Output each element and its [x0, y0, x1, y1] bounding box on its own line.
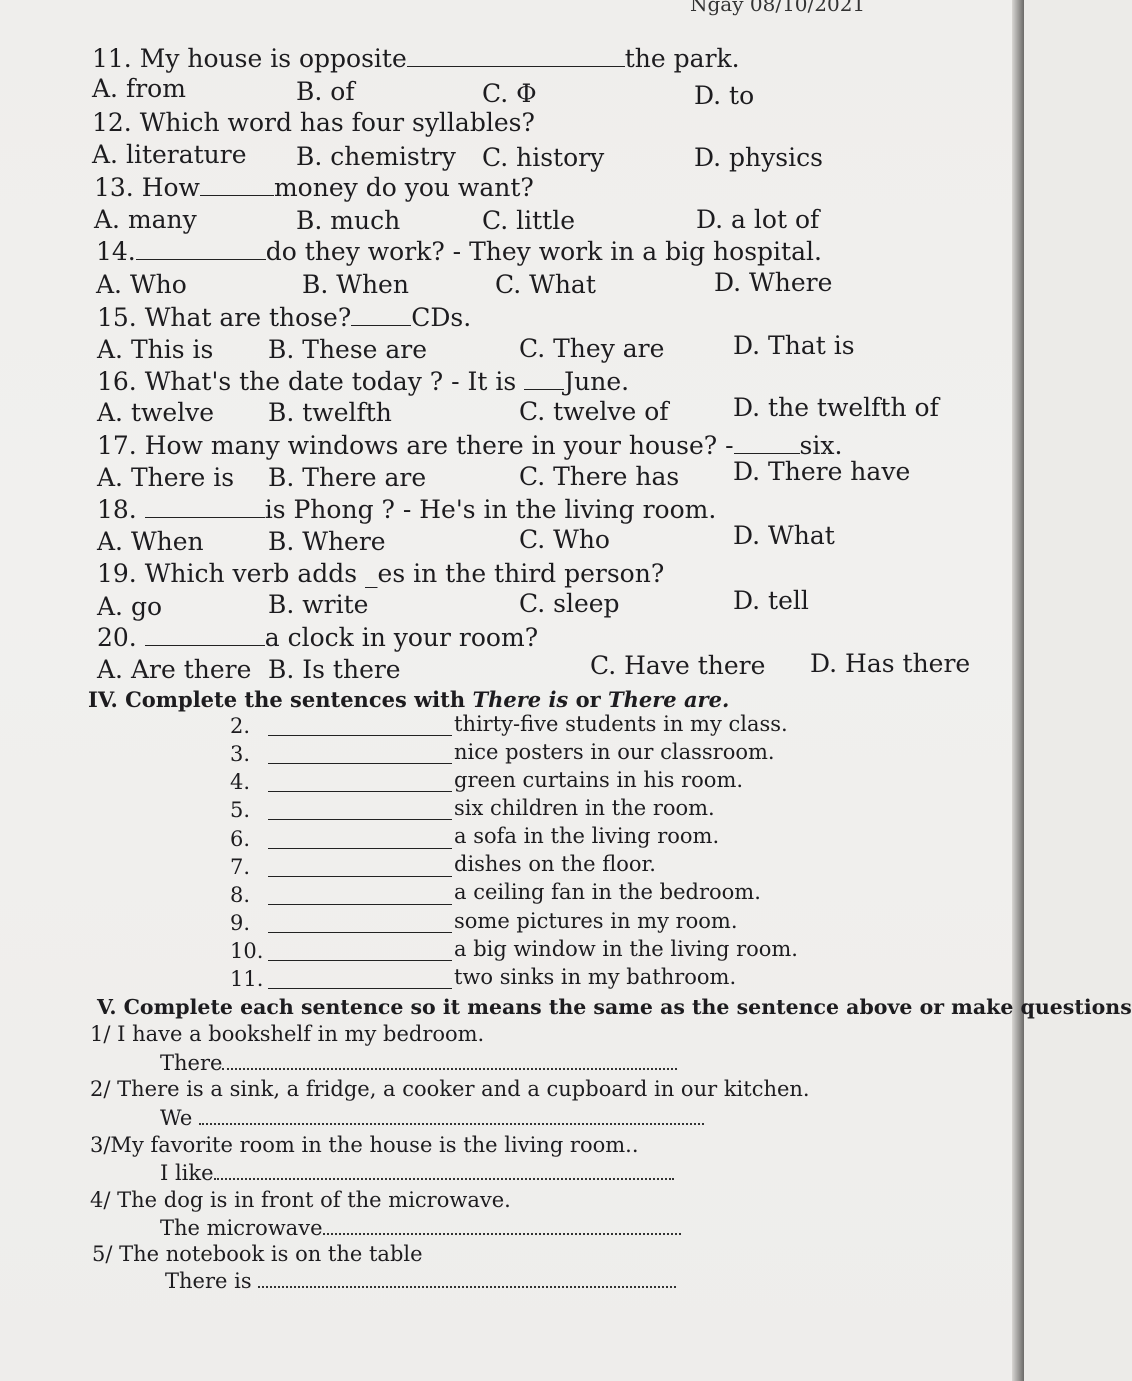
question-11 — [92, 44, 740, 74]
q15-blank[interactable] — [351, 305, 411, 326]
s4-item-5-text: six children in the room. — [454, 796, 715, 820]
s4-item-11-text: two sinks in my bathroom. — [454, 965, 737, 989]
page-edge-shadow — [1012, 0, 1024, 1381]
s4-item-7-text: dishes on the floor. — [454, 852, 656, 876]
q20-blank[interactable] — [145, 625, 265, 646]
section-4-there-are: There are. — [607, 687, 730, 712]
q20-option-d[interactable]: D. Has there — [810, 649, 971, 678]
s5-item-3-dots[interactable] — [214, 1160, 674, 1180]
q11-blank[interactable] — [407, 46, 625, 67]
question-15 — [97, 303, 471, 333]
q11-option-b[interactable]: B. of — [296, 77, 355, 106]
q14-option-d[interactable]: D. Where — [714, 268, 833, 297]
s4-item-8-text: a ceiling fan in the bedroom. — [454, 880, 761, 904]
q16-text-b: June. — [564, 367, 630, 396]
question-12: 12. Which word has four syllables? — [92, 108, 535, 137]
s5-item-1-sentence: 1/ I have a bookshelf in my bedroom. — [90, 1022, 485, 1046]
q20-option-c[interactable]: C. Have there — [590, 651, 766, 680]
q19-option-d[interactable]: D. tell — [733, 586, 809, 615]
q11-text-a: My house is opposite — [139, 44, 407, 73]
s5-item-1-answer-line[interactable] — [160, 1050, 677, 1076]
s4-item-5-blank[interactable] — [268, 819, 452, 820]
s5-item-3-prompt: I like — [160, 1161, 214, 1185]
q15-option-b[interactable]: B. These are — [268, 335, 428, 364]
q15-text-a: 15. What are those? — [97, 303, 352, 332]
q17-text-b: six. — [799, 431, 843, 460]
s4-item-10-blank[interactable] — [268, 960, 452, 961]
s5-item-4-dots[interactable] — [323, 1215, 681, 1235]
s4-item-9-number: 9. — [230, 911, 251, 935]
q12-option-b[interactable]: B. chemistry — [296, 142, 456, 171]
s4-item-6-number: 6. — [230, 827, 251, 851]
s4-item-8-blank[interactable] — [268, 904, 452, 905]
q20-option-a[interactable]: A. Are there — [97, 655, 252, 684]
q14-option-a[interactable]: A. Who — [96, 270, 187, 299]
q16-option-d[interactable]: D. the twelfth of — [733, 393, 939, 422]
q11-number: 11. — [92, 44, 132, 73]
q17-option-d[interactable]: D. There have — [733, 457, 911, 486]
section-4-there-is: There is — [472, 687, 569, 712]
q12-option-d[interactable]: D. physics — [694, 143, 823, 172]
s5-item-5-dots[interactable] — [258, 1268, 676, 1288]
question-17 — [97, 431, 842, 461]
question-19: 19. Which verb adds _es in the third person? — [97, 559, 665, 588]
q15-text-b: CDs. — [411, 303, 472, 332]
s4-item-8-number: 8. — [230, 883, 251, 907]
q20-text: a clock in your room? — [264, 623, 539, 652]
s4-item-4-text: green curtains in his room. — [454, 768, 744, 792]
question-20 — [97, 623, 538, 653]
s5-item-4-prompt: The microwave — [160, 1216, 323, 1240]
section-4-heading-text: IV. Complete the sentences with — [88, 687, 466, 712]
s5-item-5-prompt: There is — [165, 1269, 252, 1293]
s5-item-4-sentence: 4/ The dog is in front of the microwave. — [90, 1188, 511, 1212]
q14-option-b[interactable]: B. When — [302, 270, 409, 299]
q11-option-a[interactable]: A. from — [92, 74, 186, 103]
q14-number: 14. — [96, 237, 136, 266]
s4-item-2-blank[interactable] — [268, 735, 452, 736]
question-13 — [94, 173, 534, 203]
q13-blank[interactable] — [200, 175, 274, 196]
s4-item-3-blank[interactable] — [268, 763, 452, 764]
q13-option-a[interactable]: A. many — [94, 205, 197, 234]
s5-item-3-answer-line[interactable] — [160, 1160, 674, 1186]
s4-item-4-number: 4. — [230, 770, 251, 794]
s4-item-11-number: 11. — [230, 967, 264, 991]
s4-item-9-text: some pictures in my room. — [454, 909, 738, 933]
s5-item-1-prompt: There — [160, 1051, 223, 1075]
s4-item-6-blank[interactable] — [268, 848, 452, 849]
q14-option-c[interactable]: C. What — [495, 270, 596, 299]
q18-blank[interactable] — [145, 497, 265, 518]
s4-item-6-text: a sofa in the living room. — [454, 824, 720, 848]
q18-option-a[interactable]: A. When — [97, 527, 204, 556]
q16-option-c[interactable]: C. twelve of — [519, 397, 669, 426]
s5-item-2-dots[interactable] — [199, 1105, 704, 1125]
section-5-heading: V. Complete each sentence so it means the same as the sentence above or make questions — [97, 995, 1132, 1019]
q13-text-a: 13. How — [94, 173, 200, 202]
s5-item-2-answer-line[interactable] — [160, 1105, 704, 1131]
q17-blank[interactable] — [734, 433, 800, 454]
s4-item-5-number: 5. — [230, 798, 251, 822]
q18-number: 18. — [97, 495, 137, 524]
q16-text-a: 16. What's the date today ? - It is — [97, 367, 517, 396]
s4-item-11-blank[interactable] — [268, 988, 452, 989]
s4-item-10-number: 10. — [230, 939, 264, 963]
q17-text-a: 17. How many windows are there in your house? - — [97, 431, 734, 460]
q12-option-c[interactable]: C. history — [482, 143, 605, 172]
section-4-or: or — [575, 687, 601, 712]
q17-option-b[interactable]: B. There are — [268, 463, 427, 492]
s5-item-5-sentence: 5/ The notebook is on the table — [92, 1242, 423, 1266]
q16-option-a[interactable]: A. twelve — [97, 398, 215, 427]
q18-option-b[interactable]: B. Where — [268, 527, 386, 556]
q15-option-d[interactable]: D. That is — [733, 331, 855, 360]
s5-item-2-prompt: We — [160, 1106, 193, 1130]
s5-item-2-sentence: 2/ There is a sink, a fridge, a cooker and a cupboard in our kitchen. — [90, 1077, 810, 1101]
q20-option-b[interactable]: B. Is there — [268, 655, 401, 684]
s4-item-10-text: a big window in the living room. — [454, 937, 798, 961]
q18-text: is Phong ? - He's in the living room. — [264, 495, 717, 524]
q11-text-b: the park. — [624, 44, 740, 73]
q19-option-a[interactable]: A. go — [97, 592, 163, 621]
s4-item-9-blank[interactable] — [268, 932, 452, 933]
s5-item-5-answer-line[interactable] — [165, 1268, 676, 1294]
q11-option-c[interactable]: C. Φ — [482, 79, 537, 108]
q13-option-b[interactable]: B. much — [296, 206, 401, 235]
s5-item-3-sentence: 3/My favorite room in the house is the living room.. — [90, 1133, 639, 1157]
s4-item-3-text: nice posters in our classroom. — [454, 740, 775, 764]
q12-option-a[interactable]: A. literature — [92, 140, 247, 169]
q20-number: 20. — [97, 623, 137, 652]
q17-option-a[interactable]: A. There is — [97, 463, 235, 492]
q11-option-d[interactable]: D. to — [694, 81, 755, 110]
question-16 — [97, 367, 629, 397]
s4-item-4-blank[interactable] — [268, 791, 452, 792]
question-18 — [97, 495, 716, 525]
q13-option-d[interactable]: D. a lot of — [696, 205, 820, 234]
date-header-fragment — [690, 0, 1024, 8]
s5-item-1-dots[interactable] — [222, 1050, 677, 1070]
q17-option-c[interactable]: C. There has — [519, 462, 680, 491]
q16-option-b[interactable]: B. twelfth — [268, 398, 392, 427]
q19-option-c[interactable]: C. sleep — [519, 589, 620, 618]
q14-text: do they work? - They work in a big hospital. — [265, 237, 822, 266]
q13-text-b: money do you want? — [273, 173, 534, 202]
q13-option-c[interactable]: C. little — [482, 206, 576, 235]
q19-option-b[interactable]: B. write — [268, 590, 369, 619]
q16-blank[interactable] — [524, 369, 564, 390]
q15-option-a[interactable]: A. This is — [97, 335, 214, 364]
q18-option-c[interactable]: C. Who — [519, 525, 610, 554]
s4-item-2-text: thirty-five students in my class. — [454, 712, 788, 736]
s4-item-7-number: 7. — [230, 855, 251, 879]
q15-option-c[interactable]: C. They are — [519, 334, 665, 363]
q14-blank[interactable] — [136, 239, 266, 260]
s4-item-2-number: 2. — [230, 714, 251, 738]
q18-option-d[interactable]: D. What — [733, 521, 835, 550]
s4-item-3-number: 3. — [230, 742, 251, 766]
question-14 — [96, 237, 822, 267]
s4-item-7-blank[interactable] — [268, 876, 452, 877]
s5-item-4-answer-line[interactable] — [160, 1215, 681, 1241]
